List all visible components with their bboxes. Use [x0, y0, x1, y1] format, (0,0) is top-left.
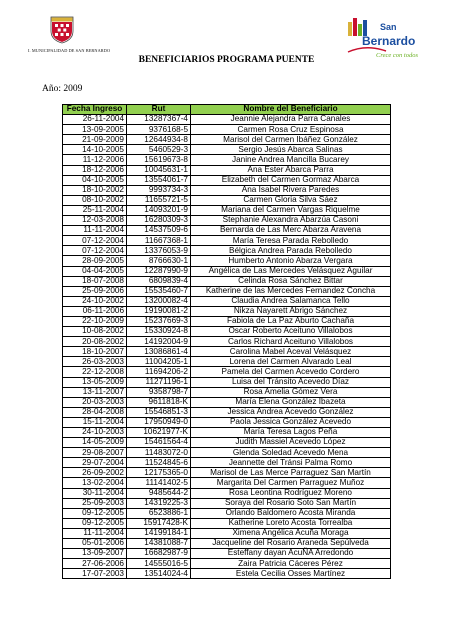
cell-rut: 6523886-1 [127, 508, 191, 518]
cell-fecha-ingreso: 22-12-2008 [63, 367, 127, 377]
cell-fecha-ingreso: 04-04-2005 [63, 266, 127, 276]
cell-nombre: Judith Massiel Acevedo López [191, 438, 391, 448]
table-row [63, 498, 391, 508]
table-row [63, 276, 391, 286]
cell-nombre: Marisol de Las Merce Parraguez San Martín [191, 468, 391, 478]
table-row [63, 115, 391, 125]
table-row [63, 185, 391, 195]
cell-rut: 15330924-8 [127, 327, 191, 337]
cell-nombre: Lorena del Carmen Alvarado Leal [191, 357, 391, 367]
cell-fecha-ingreso: 22-10-2009 [63, 316, 127, 326]
cell-nombre: Estela Cecilia Osses Martínez [191, 569, 391, 579]
table-row [63, 448, 391, 458]
cell-rut: 16280309-3 [127, 216, 191, 226]
cell-nombre: Bélgica Andrea Parada Rebolledo [191, 246, 391, 256]
cell-fecha-ingreso: 25-09-2006 [63, 286, 127, 296]
table-row [63, 306, 391, 316]
table-row [63, 518, 391, 528]
cell-nombre: Jeannie Alejandra Parra Canales [191, 115, 391, 125]
cell-nombre: Jeannette del Tránsi Palma Romo [191, 458, 391, 468]
table-row [63, 246, 391, 256]
cell-rut: 15917428-K [127, 518, 191, 528]
cell-fecha-ingreso: 14-10-2005 [63, 145, 127, 155]
table-row [63, 468, 391, 478]
cell-rut: 5460529-3 [127, 145, 191, 155]
cell-rut: 13376053-9 [127, 246, 191, 256]
table-row [63, 256, 391, 266]
cell-rut: 17950949-0 [127, 417, 191, 427]
cell-nombre: Margarita Del Carmen Parraguez Muñoz [191, 478, 391, 488]
cell-nombre: María Teresa Lagos Peña [191, 428, 391, 438]
cell-rut: 11694206-2 [127, 367, 191, 377]
cell-rut: 6809839-4 [127, 276, 191, 286]
table-row [63, 549, 391, 559]
cell-nombre: Carolina Mabel Aceval Velásquez [191, 347, 391, 357]
table-row [63, 216, 391, 226]
cell-fecha-ingreso: 21-09-2009 [63, 135, 127, 145]
cell-fecha-ingreso: 13-11-2007 [63, 387, 127, 397]
cell-fecha-ingreso: 14-05-2009 [63, 438, 127, 448]
table-row [63, 165, 391, 175]
cell-rut: 11655721-5 [127, 195, 191, 205]
cell-rut: 15461564-4 [127, 438, 191, 448]
cell-nombre: Ana Isabel Rivera Paredes [191, 185, 391, 195]
cell-fecha-ingreso: 25-09-2003 [63, 498, 127, 508]
cell-fecha-ingreso: 28-04-2008 [63, 407, 127, 417]
municipal-crest-logo [50, 16, 74, 44]
cell-nombre: Carlos Richard Aceituno Villalobos [191, 337, 391, 347]
table-row [63, 286, 391, 296]
cell-fecha-ingreso: 12-03-2008 [63, 216, 127, 226]
cell-fecha-ingreso: 09-12-2005 [63, 508, 127, 518]
cell-rut: 11141402-5 [127, 478, 191, 488]
cell-fecha-ingreso: 20-08-2002 [63, 337, 127, 347]
table-row [63, 458, 391, 468]
page-title: BENEFICIARIOS PROGRAMA PUENTE [138, 55, 315, 65]
cell-fecha-ingreso: 28-09-2005 [63, 256, 127, 266]
cell-rut: 13086861-4 [127, 347, 191, 357]
table-row [63, 377, 391, 387]
cell-nombre: Glenda Soledad Acevedo Mena [191, 448, 391, 458]
cell-rut: 13200082-4 [127, 296, 191, 306]
cell-nombre: Humberto Antonio Abarza Vergara [191, 256, 391, 266]
cell-nombre: Fabiola de La Paz Aburto Cachaña [191, 316, 391, 326]
cell-rut: 11524845-6 [127, 458, 191, 468]
cell-rut: 19190081-2 [127, 306, 191, 316]
table-row [63, 428, 391, 438]
cell-nombre: Rosa Amelia Gómez Vera [191, 387, 391, 397]
table-row [63, 266, 391, 276]
cell-rut: 14555016-5 [127, 559, 191, 569]
table-row [63, 488, 391, 498]
cell-fecha-ingreso: 13-09-2005 [63, 125, 127, 135]
cell-nombre: María Elena González Ibazeta [191, 397, 391, 407]
cell-fecha-ingreso: 05-01-2006 [63, 539, 127, 549]
cell-fecha-ingreso: 07-12-2004 [63, 246, 127, 256]
cell-fecha-ingreso: 18-07-2008 [63, 276, 127, 286]
cell-nombre: Stephanie Alexandra Abarzúa Casoni [191, 216, 391, 226]
cell-rut: 10621977-K [127, 428, 191, 438]
table-row [63, 508, 391, 518]
table-row [63, 407, 391, 417]
cell-rut: 10045631-1 [127, 165, 191, 175]
cell-rut: 15546851-3 [127, 407, 191, 417]
cell-nombre: Katherine de las Mercedes Fernandez Concha [191, 286, 391, 296]
cell-fecha-ingreso: 04-10-2005 [63, 175, 127, 185]
table-row [63, 145, 391, 155]
column-header-nombre: Nombre del Beneficiario [191, 105, 391, 115]
cell-rut: 14319225-3 [127, 498, 191, 508]
cell-nombre: Bernarda de Las Merc Abarza Aravena [191, 226, 391, 236]
cell-nombre: Rosa Leontina Rodríguez Moreno [191, 488, 391, 498]
cell-rut: 9611818-K [127, 397, 191, 407]
cell-rut: 14199184-1 [127, 528, 191, 538]
cell-fecha-ingreso: 11-11-2004 [63, 528, 127, 538]
cell-nombre: María Teresa Parada Rebolledo [191, 236, 391, 246]
cell-rut: 12644934-8 [127, 135, 191, 145]
cell-rut: 14537509-6 [127, 226, 191, 236]
table-row [63, 337, 391, 347]
cell-fecha-ingreso: 18-10-2002 [63, 185, 127, 195]
cell-nombre: Jessica Andrea Acevedo González [191, 407, 391, 417]
cell-fecha-ingreso: 11-11-2004 [63, 226, 127, 236]
table-row [63, 155, 391, 165]
cell-rut: 9485644-2 [127, 488, 191, 498]
cell-fecha-ingreso: 25-11-2004 [63, 205, 127, 215]
table-row [63, 569, 391, 579]
cell-rut: 13554061-7 [127, 175, 191, 185]
svg-text:San: San [380, 22, 397, 32]
table-row [63, 438, 391, 448]
cell-rut: 14381088-7 [127, 539, 191, 549]
cell-fecha-ingreso: 17-07-2003 [63, 569, 127, 579]
column-header-rut: Rut [127, 105, 191, 115]
cell-nombre: Jacqueline del Rosario Araneda Sepúlveda [191, 539, 391, 549]
table-row [63, 367, 391, 377]
cell-nombre: Sergio Jesús Abarca Salinas [191, 145, 391, 155]
cell-rut: 12287990-9 [127, 266, 191, 276]
table-header-row [63, 105, 391, 115]
cell-fecha-ingreso: 26-09-2002 [63, 468, 127, 478]
cell-nombre: Carmen Rosa Cruz Espinosa [191, 125, 391, 135]
cell-fecha-ingreso: 26-03-2003 [63, 357, 127, 367]
beneficiaries-table [62, 104, 391, 579]
cell-fecha-ingreso: 13-02-2004 [63, 478, 127, 488]
cell-nombre: Luisa del Tránsito Acevedo Díaz [191, 377, 391, 387]
cell-nombre: Ximena Angélica Acuña Moraga [191, 528, 391, 538]
cell-fecha-ingreso: 29-07-2004 [63, 458, 127, 468]
cell-rut: 11483072-0 [127, 448, 191, 458]
cell-rut: 16682987-9 [127, 549, 191, 559]
table-row [63, 528, 391, 538]
cell-nombre: Celinda Rosa Sánchez Bittar [191, 276, 391, 286]
cell-fecha-ingreso: 27-06-2006 [63, 559, 127, 569]
cell-fecha-ingreso: 08-10-2002 [63, 195, 127, 205]
cell-rut: 9376168-5 [127, 125, 191, 135]
cell-rut: 11667368-1 [127, 236, 191, 246]
cell-nombre: Nikza Nayarett Abrigo Sánchez [191, 306, 391, 316]
cell-nombre: Ana Ester Abarca Parra [191, 165, 391, 175]
table-row [63, 357, 391, 367]
municipality-name: I. MUNICIPALIDAD DE SAN BERNARDO [28, 48, 111, 53]
cell-rut: 12175365-0 [127, 468, 191, 478]
cell-fecha-ingreso: 24-10-2002 [63, 296, 127, 306]
column-header-fecha-ingreso: Fecha Ingreso [63, 105, 127, 115]
cell-rut: 11271196-1 [127, 377, 191, 387]
table-row [63, 347, 391, 357]
svg-text:Bernardo: Bernardo [362, 34, 416, 48]
table-row [63, 387, 391, 397]
table-row [63, 195, 391, 205]
table-row [63, 236, 391, 246]
cell-rut: 8766630-1 [127, 256, 191, 266]
cell-nombre: Orlando Baldomero Acosta Miranda [191, 508, 391, 518]
cell-rut: 15619673-8 [127, 155, 191, 165]
cell-nombre: Paola Jessica González Acevedo [191, 417, 391, 427]
cell-nombre: Esteffany dayan AcuÑA Arredondo [191, 549, 391, 559]
cell-rut: 14093201-9 [127, 205, 191, 215]
table-row [63, 397, 391, 407]
cell-nombre: Carmen Gloria Silva Sáez [191, 195, 391, 205]
cell-fecha-ingreso: 24-10-2003 [63, 428, 127, 438]
cell-fecha-ingreso: 20-03-2003 [63, 397, 127, 407]
cell-nombre: Marisol del Carmen Ibáñez González [191, 135, 391, 145]
cell-rut: 11004205-1 [127, 357, 191, 367]
cell-nombre: Zaira Patricia Cáceres Pérez [191, 559, 391, 569]
cell-rut: 9358798-7 [127, 387, 191, 397]
cell-nombre: Pamela del Carmen Acevedo Cordero [191, 367, 391, 377]
cell-rut: 13514024-4 [127, 569, 191, 579]
cell-nombre: Katherine Loreto Acosta Torrealba [191, 518, 391, 528]
cell-rut: 9993734-3 [127, 185, 191, 195]
cell-fecha-ingreso: 07-12-2004 [63, 236, 127, 246]
table-row [63, 478, 391, 488]
table-row [63, 559, 391, 569]
cell-rut: 15237669-3 [127, 316, 191, 326]
cell-rut: 14192004-9 [127, 337, 191, 347]
table-row [63, 226, 391, 236]
cell-fecha-ingreso: 29-08-2007 [63, 448, 127, 458]
table-row [63, 316, 391, 326]
cell-fecha-ingreso: 06-11-2006 [63, 306, 127, 316]
cell-fecha-ingreso: 11-12-2006 [63, 155, 127, 165]
table-row [63, 417, 391, 427]
cell-nombre: Soraya del Rosario Soto San Martín [191, 498, 391, 508]
cell-rut: 13287367-4 [127, 115, 191, 125]
table-row [63, 175, 391, 185]
svg-text:Crece con todos: Crece con todos [376, 52, 418, 59]
cell-nombre: Claudia Andrea Salamanca Tello [191, 296, 391, 306]
cell-rut: 15535460-7 [127, 286, 191, 296]
cell-fecha-ingreso: 18-10-2007 [63, 347, 127, 357]
cell-nombre: Mariana del Carmen Vargas Riquelme [191, 205, 391, 215]
cell-nombre: Oscar Roberto Aceituno Villalobos [191, 327, 391, 337]
cell-fecha-ingreso: 10-08-2002 [63, 327, 127, 337]
cell-nombre: Angélica de Las Mercedes Velásquez Aguilar [191, 266, 391, 276]
cell-fecha-ingreso: 15-11-2004 [63, 417, 127, 427]
table-row [63, 205, 391, 215]
cell-fecha-ingreso: 09-12-2005 [63, 518, 127, 528]
table-row [63, 296, 391, 306]
year-label: Año: 2009 [42, 84, 83, 94]
table-row [63, 125, 391, 135]
cell-fecha-ingreso: 13-09-2007 [63, 549, 127, 559]
table-row [63, 327, 391, 337]
cell-nombre: Elizabeth del Carmen Gormaz Abarca [191, 175, 391, 185]
cell-nombre: Janine Andrea Mancilla Bucarey [191, 155, 391, 165]
cell-fecha-ingreso: 26-11-2004 [63, 115, 127, 125]
cell-fecha-ingreso: 18-12-2006 [63, 165, 127, 175]
table-row [63, 135, 391, 145]
cell-fecha-ingreso: 30-11-2004 [63, 488, 127, 498]
cell-fecha-ingreso: 13-05-2009 [63, 377, 127, 387]
